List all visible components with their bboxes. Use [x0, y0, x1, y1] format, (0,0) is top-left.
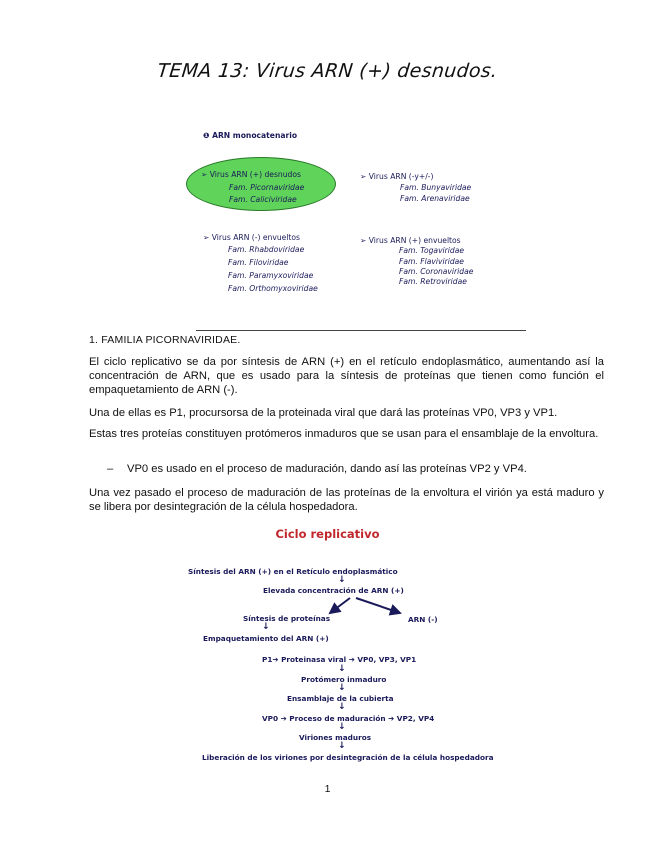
arrow-down-icon: ↓: [338, 722, 346, 732]
arrow-down-icon: ↓: [338, 702, 346, 712]
arrow-down-icon: ↓: [262, 622, 270, 632]
family-togaviridae: Fam. Togaviridae: [399, 246, 465, 255]
section-heading: 1. FAMILIA PICORNAVIRIDAE.: [89, 334, 241, 346]
cycle-step-1: Síntesis del ARN (+) en el Retículo endoplasmático: [188, 567, 398, 576]
family-bunyaviridae: Fam. Bunyaviridae: [400, 183, 472, 192]
family-retroviridae: Fam. Retroviridae: [399, 277, 467, 286]
cycle-step-7: Protómero inmaduro: [301, 675, 387, 684]
branch-arrow-left: [330, 598, 350, 613]
cycle-step-5: Empaquetamiento del ARN (+): [203, 634, 329, 643]
arrow-down-icon: ↓: [338, 575, 346, 585]
family-caliciviridae: Fam. Caliciviridae: [229, 195, 297, 204]
classification-heading: ❶ ARN monocatenario: [203, 131, 298, 140]
arrow-down-icon: ↓: [338, 741, 346, 751]
family-flaviviridae: Fam. Flaviviridae: [399, 257, 464, 266]
group-label-desnudos: ➢ Virus ARN (+) desnudos: [201, 170, 301, 179]
cycle-step-9: VP0 ➔ Proceso de maduración ➔ VP2, VP4: [262, 714, 435, 723]
family-filoviridae: Fam. Filoviridae: [228, 258, 289, 267]
arrow-down-icon: ↓: [338, 683, 346, 693]
branch-arrow-right: [356, 598, 400, 613]
family-coronaviridae: Fam. Coronaviridae: [399, 267, 474, 276]
paragraph-2: Una de ellas es P1, procursorsa de la proteinada viral que dará las proteínas VP0, VP3 y VP1.: [89, 407, 558, 419]
cycle-title: Ciclo replicativo: [275, 527, 380, 541]
cycle-step-3: Síntesis de proteínas: [243, 614, 331, 623]
cycle-step-6: P1➔ Proteinasa viral ➔ VP0, VP3, VP1: [262, 655, 417, 664]
cycle-step-10: Viriones maduros: [299, 733, 372, 742]
bullet-item: – VP0 es usado en el proceso de maduración, dando así las proteínas VP2 y VP4.: [107, 463, 527, 475]
cycle-step-4: ARN (-): [408, 615, 438, 624]
family-rhabdoviridae: Fam. Rhabdoviridae: [228, 245, 305, 254]
cycle-step-2: Elevada concentración de ARN (+): [263, 586, 404, 595]
paragraph-3: Estas tres proteías constituyen protómeros inmaduros que se usan para el ensamblaje de la envoltura.: [89, 428, 599, 440]
cycle-step-8: Ensamblaje de la cubierta: [287, 694, 394, 703]
page-number: 1: [324, 783, 331, 795]
page-title: TEMA 13: Virus ARN (+) desnudos.: [156, 60, 499, 82]
paragraph-4: Una vez pasado el proceso de maduración de las proteínas de la envoltura el virión ya está maduro y se libera por desintegración de la célula hospedadora.: [89, 487, 604, 513]
arrow-down-icon: ↓: [338, 664, 346, 674]
family-arenaviridae: Fam. Arenaviridae: [400, 194, 470, 203]
group-label-neg-envueltos: ➢ Virus ARN (-) envueltos: [203, 233, 301, 242]
cycle-step-11: Liberación de los viriones por desintegración de la célula hospedadora: [202, 753, 494, 762]
group-label-ambisense: ➢ Virus ARN (-y+/-): [360, 172, 434, 181]
group-label-pos-envueltos: ➢ Virus ARN (+) envueltos: [360, 236, 461, 245]
family-orthomyxoviridae: Fam. Orthomyxoviridae: [228, 284, 318, 293]
family-picornaviridae: Fam. Picornaviridae: [229, 183, 305, 192]
paragraph-1: El ciclo replicativo se da por síntesis de ARN (+) en el retículo endoplasmático, aumentando así la concentración de ARN, que es usado para la síntesis de proteínas que tienen como función el empaquetamiento de ARN (-).: [89, 356, 604, 396]
section-divider: [196, 330, 526, 331]
family-paramyxoviridae: Fam. Paramyxoviridae: [228, 271, 314, 280]
